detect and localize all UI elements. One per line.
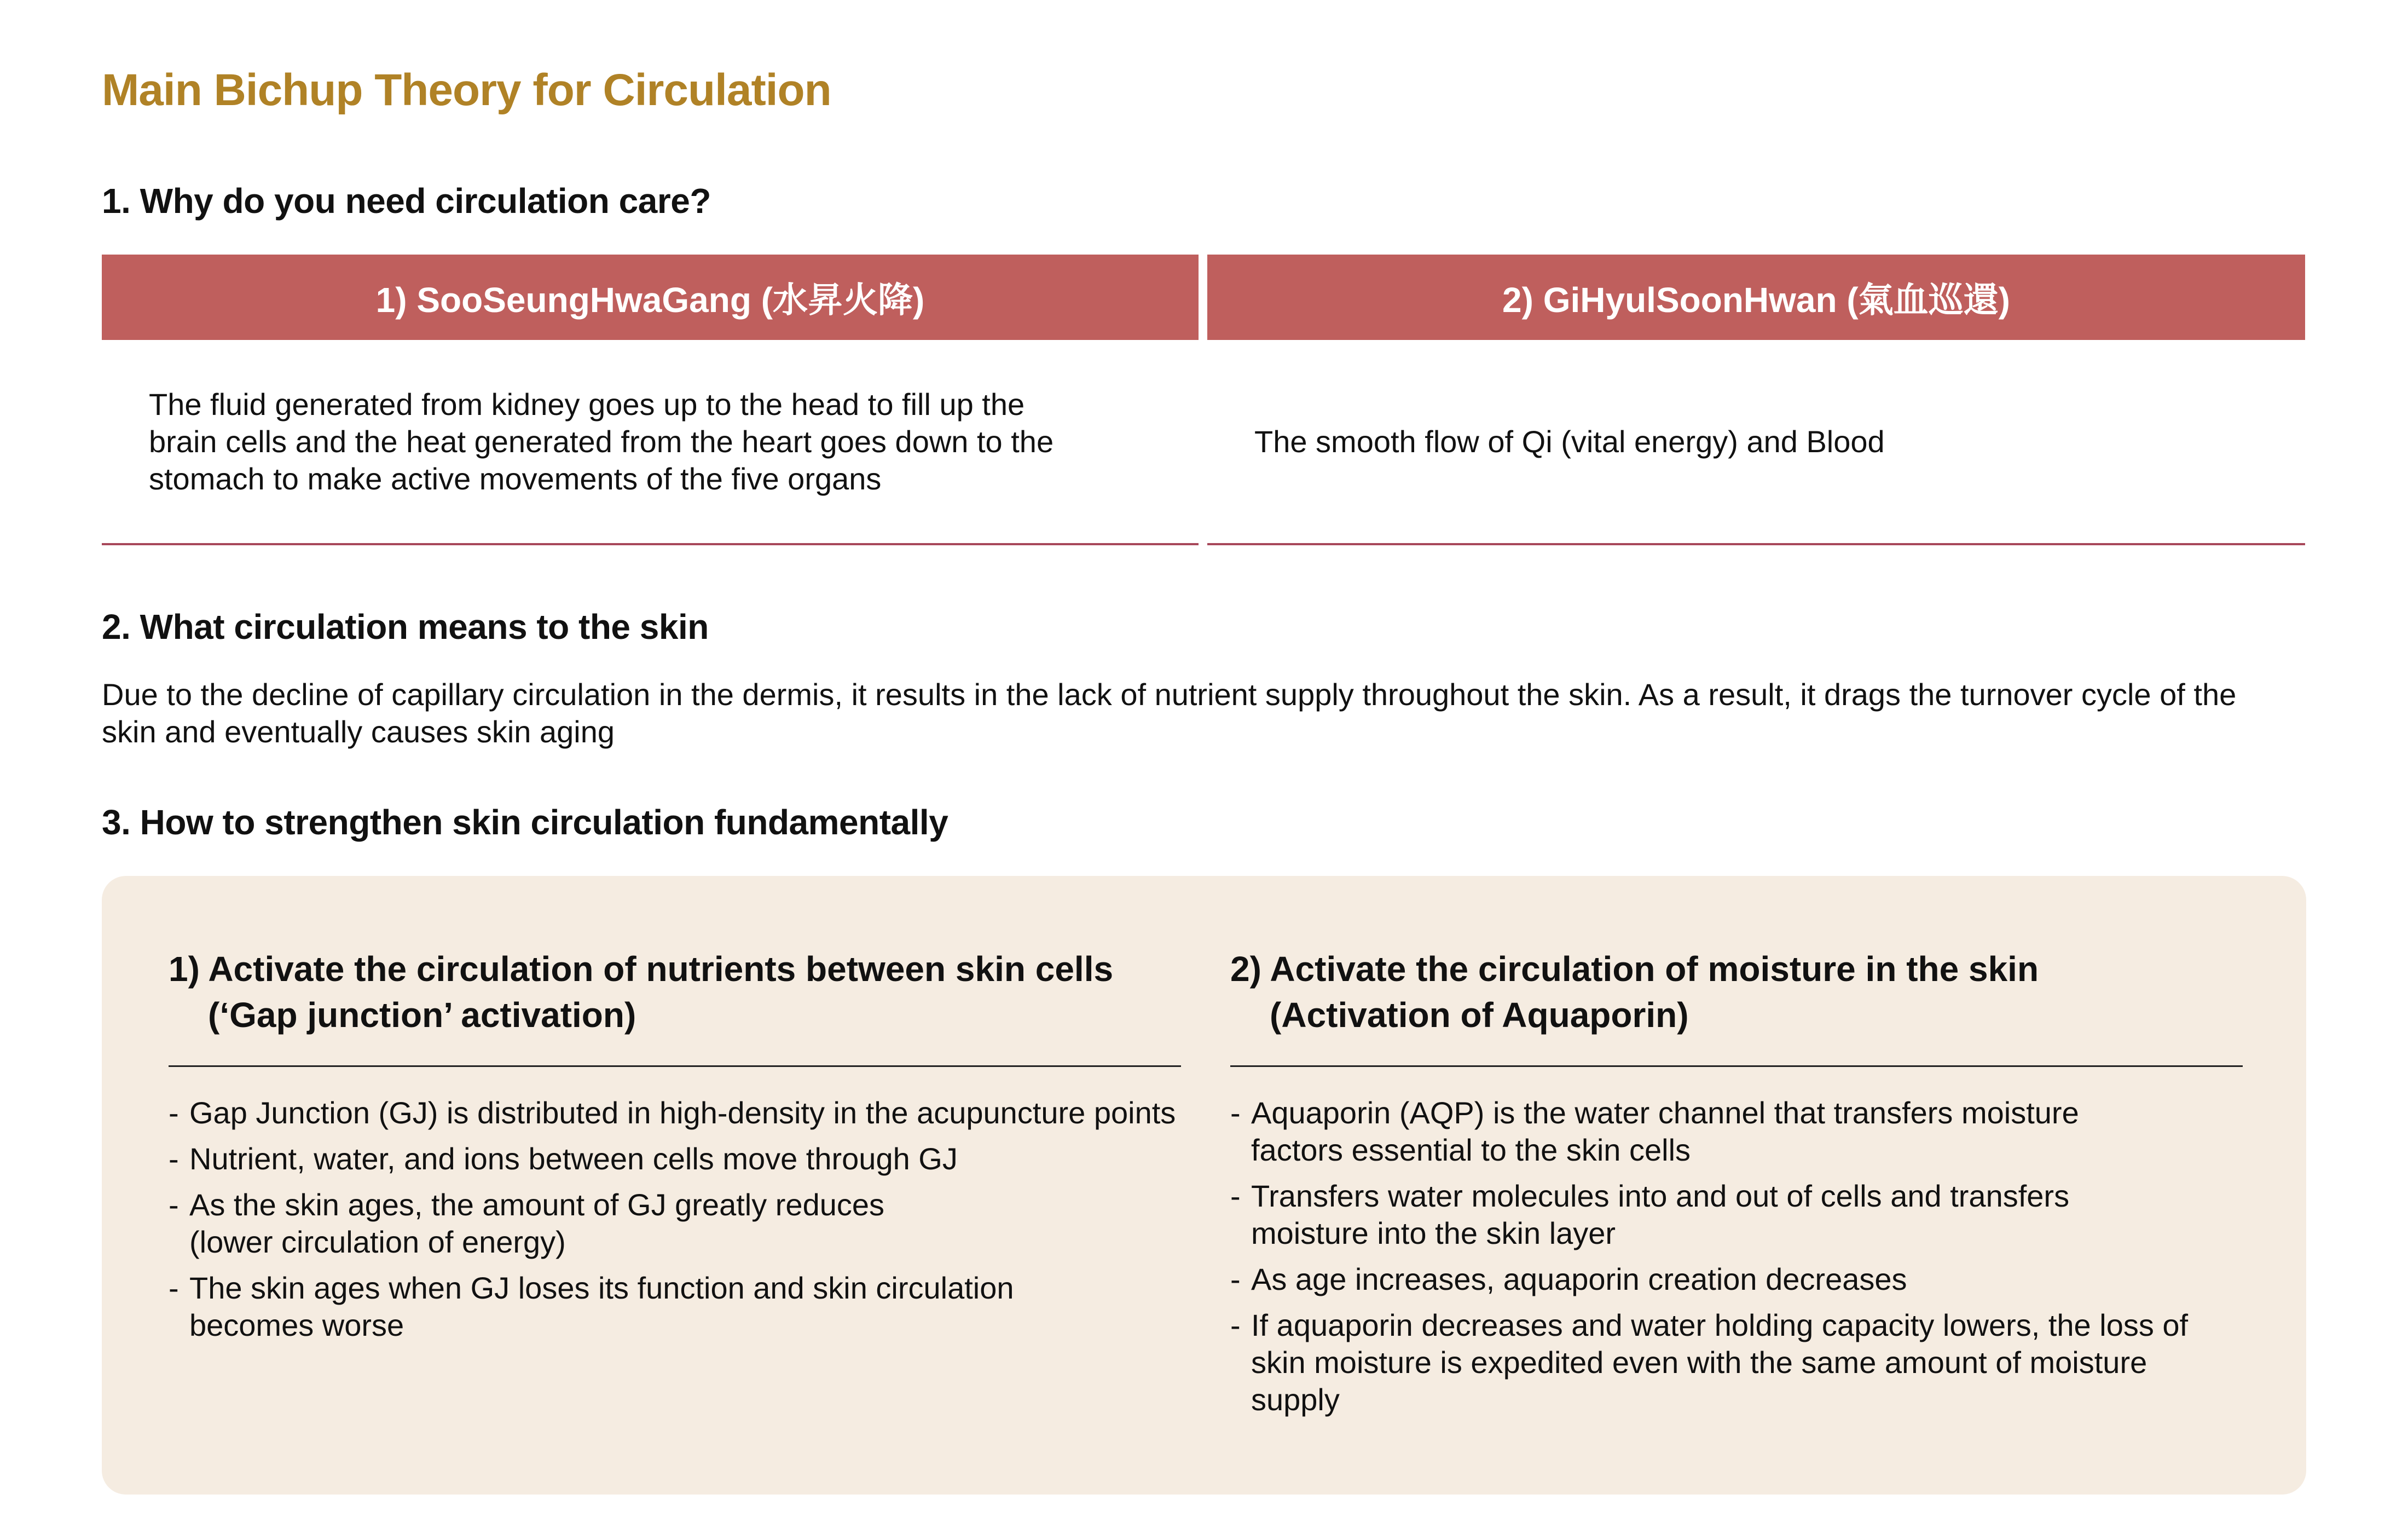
section-1-heading: 1. Why do you need circulation care? [102,181,711,221]
list-item: - Aquaporin (AQP) is the water channel that transfers moisture factors essential to the skin cells [1230,1094,2149,1169]
panel-heading-line-1: 1) Activate the circulation of nutrients between skin cells [169,949,1114,989]
panel-heading-line-1: 2) Activate the circulation of moisture in the skin [1230,949,2039,989]
theory-columns [102,255,2305,546]
list-item: - Transfers water molecules into and out of cells and transfers moisture into the skin layer [1230,1178,2149,1252]
bullet-list [1230,1094,2243,1418]
column-header: 1) SooSeungHwaGang (水昇火降) [102,255,1199,340]
bullet-list [169,1094,1181,1344]
panel-column-heading [169,946,1181,1038]
page-title: Main Bichup Theory for Circulation [102,65,831,115]
section-2-heading: 2. What circulation means to the skin [102,607,709,647]
section-3-heading: 3. How to strengthen skin circulation fundamentally [102,803,948,842]
panel-heading-line-2: (Activation of Aquaporin) [1270,995,1689,1035]
list-item: - As age increases, aquaporin creation decreases [1230,1261,2243,1298]
list-item: - As the skin ages, the amount of GJ greatly reduces (lower circulation of energy) [169,1186,956,1261]
panel-column-heading [1230,946,2243,1038]
list-item: - Nutrient, water, and ions between cells move through GJ [169,1140,1181,1178]
column-divider [1207,543,2305,545]
list-item: - If aquaporin decreases and water holding capacity lowers, the loss of skin moisture is expedited even with the same amount of moisture supply [1230,1307,2225,1418]
gap-junction-column [169,946,1181,1353]
section-2-body: Due to the decline of capillary circulation in the dermis, it results in the lack of nutrient supply throughout the skin. As a result, it drags the turnover cycle of the skin and eventually causes skin aging [102,677,2237,749]
column-body [1207,340,2305,544]
strengthen-panel [102,876,2306,1495]
list-item: - Gap Junction (GJ) is distributed in high-density in the acupuncture points [169,1094,1181,1132]
aquaporin-column [1230,946,2243,1427]
column-body [102,340,1199,544]
panel-heading-line-2: (‘Gap junction’ activation) [208,995,636,1035]
panel-divider [1230,1065,2243,1067]
list-item: - The skin ages when GJ loses its function and skin circulation becomes worse [169,1270,1120,1344]
panel-divider [169,1065,1181,1067]
column-body-text: The smooth flow of Qi (vital energy) and Blood [1254,424,1885,459]
column-body-text: The fluid generated from kidney goes up to the head to fill up the brain cells and the heat generated from the heart goes down to the stomach to make active movements of the five organs [149,387,1054,496]
column-header: 2) GiHyulSoonHwan (氣血巡還) [1207,255,2305,340]
column-divider [102,543,1199,545]
theory-column-gihyulsoonhwan [1207,255,2305,546]
theory-column-sooseunghwagang [102,255,1199,546]
